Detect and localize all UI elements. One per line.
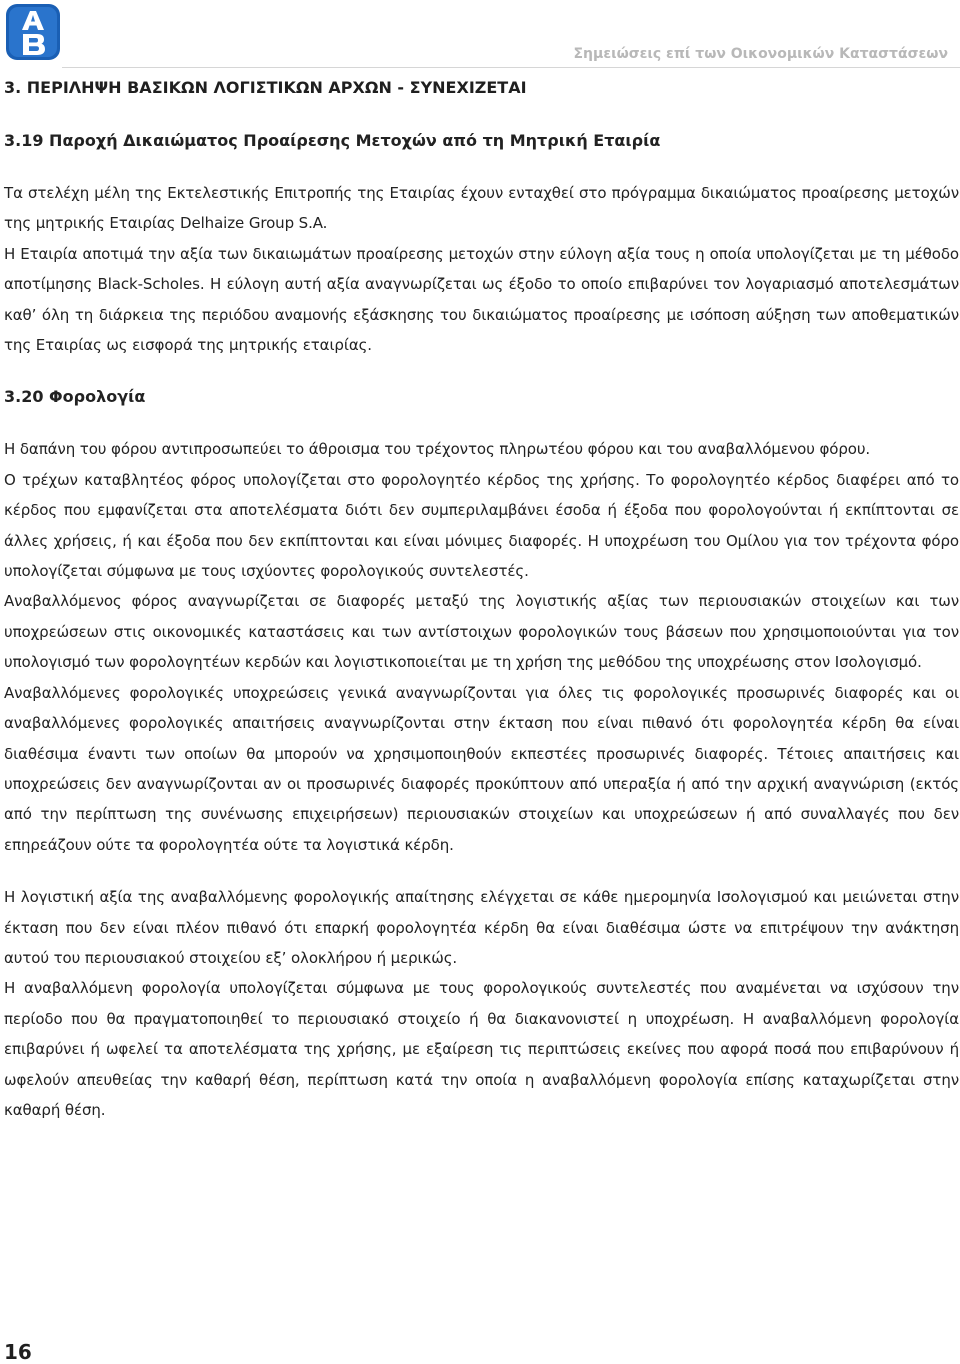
document-body bbox=[4, 126, 959, 1125]
paragraph: Η Εταιρία αποτιμά την αξία των δικαιωμάτων προαίρεσης μετοχών στην εύλογη αξία τους η οποία υπολογίζεται με τη μέθοδο αποτίμησης Black-Scholes. Η εύλογη αυτή αξία αναγνωρίζεται ως έξοδο το οποίο επιβαρύνει τον λογαριασμό αποτελεσμάτων καθ’ όλη τη διάρκεια της περιόδου αναμονής εξάσκησης του δικαιώματος προαίρεσης με ισόποση αύξηση των αποθεματικών της Εταιρίας ως εισφορά της μητρικής εταιρίας. bbox=[4, 244, 959, 355]
section-title-3-20: 3.20 Φορολογία bbox=[4, 387, 146, 407]
company-logo bbox=[6, 4, 60, 60]
paragraph: Αναβαλλόμενος φόρος αναγνωρίζεται σε διαφορές μεταξύ της λογιστικής αξίας των περιουσιακών στοιχείων και των υποχρεώσεων στις οικονομικές καταστάσεις και των αντίστοιχων φορολογικών τους βάσεων που χρησιμοποιούνται για τον υπολογισμό των φορολογητέων κερδών και λογιστικοποιείται με τη χρήση της μεθόδου της υποχρέωσης στον Ισολογισμό. bbox=[4, 592, 959, 672]
paragraph: Η λογιστική αξία της αναβαλλόμενης φορολογικής απαίτησης ελέγχεται σε κάθε ημερομηνία Ισολογισμού και μειώνεται στην έκταση που δεν είναι πλέον πιθανό ότι επαρκή φορολογητέα κέρδη θα είναι διαθέσιμα ώστε να επιτρέψουν την ανάκτηση αυτού του περιουσιακού στοιχείου εξ’ ολοκλήρου ή μερικώς. bbox=[4, 888, 959, 967]
paragraph: Ο τρέχων καταβλητέος φόρος υπολογίζεται στο φορολογητέο κέρδος της χρήσης. Το φορολογητέο κέρδος διαφέρει από το κέρδος που εμφανίζεται στα αποτελέσματα διότι δεν συμπεριλαμβάνει έσοδα ή έξοδα που φορολογούνται ή εκπίπτονται σε άλλες χρήσεις, ή και έξοδα που δεν εκπίπτονται και είναι μόνιμες διαφορές. Η υποχρέωση του Ομίλου για τον τρέχοντα φόρο υπολογίζεται σύμφωνα με τους ισχύοντες φορολογικούς συντελεστές. bbox=[4, 470, 959, 581]
page-number: 16 bbox=[4, 1340, 32, 1364]
paragraph: Η αναβαλλόμενη φορολογία υπολογίζεται σύμφωνα με τους φορολογικούς συντελεστές που αναμένεται να ισχύσουν την περίοδο που θα πραγματοποιηθεί το περιουσιακό στοιχείο ή θα διακανονιστεί η υποχρέωση. Η αναβαλλόμενη φορολογία επιβαρύνει ή ωφελεί τα αποτελέσματα της χρήσης, με εξαίρεση τις περιπτώσεις εκείνες που αφορά ποσά που επιβαρύνουν ή ωφελούν απευθείας την καθαρή θέση, περίπτωση κατά την οποία η αναβαλλόμενη φορολογία επίσης καταχωρίζεται στην καθαρή θέση. bbox=[4, 979, 959, 1119]
ab-logo-icon bbox=[6, 4, 60, 60]
paragraph: Τα στελέχη μέλη της Εκτελεστικής Επιτροπής της Εταιρίας έχουν ενταχθεί στο πρόγραμμα δικαιώματος προαίρεσης μετοχών της μητρικής Εταιρίας Delhaize Group S.A. bbox=[4, 184, 959, 233]
paragraph: Αναβαλλόμενες φορολογικές υποχρεώσεις γενικά αναγνωρίζονται για όλες τις φορολογικές προσωρινές διαφορές και οι αναβαλλόμενες φορολογικές απαιτήσεις αναγνωρίζονται στην έκταση που είναι πιθανό ότι φορολογητέα κέρδη θα είναι διαθέσιμα έναντι των οποίων θα μπορούν να χρησιμοποιηθούν εκπεστέες προσωρινές διαφορές. Τέτοιες απαιτήσεις και υποχρεώσεις δεν αναγνωρίζονται αν οι προσωρινές διαφορές προκύπτουν από υπεραξία ή από την αρχική αναγνώριση (εκτός από την περίπτωση της συνένωσης επιχειρήσεων) περιουσιακών στοιχείων και υποχρεώσεων ή από συναλλαγές που δεν επηρεάζουν ούτε τα φορολογητέα ούτε τα λογιστικά κέρδη. bbox=[4, 683, 959, 854]
chapter-heading: 3. ΠΕΡΙΛΗΨΗ ΒΑΣΙΚΩΝ ΛΟΓΙΣΤΙΚΩΝ ΑΡΧΩΝ - ΣΥΝΕΧΙΖΕΤΑΙ bbox=[4, 78, 527, 97]
paragraph: Η δαπάνη του φόρου αντιπροσωπεύει το άθροισμα του τρέχοντος πληρωτέου φόρου και του αναβαλλόμενου φόρου. bbox=[4, 440, 871, 459]
header-divider bbox=[62, 67, 960, 68]
section-title-3-19: 3.19 Παροχή Δικαιώματος Προαίρεσης Μετοχών από τη Μητρική Εταιρία bbox=[4, 131, 661, 150]
running-title: Σημειώσεις επί των Οικονομικών Καταστάσεων bbox=[573, 46, 948, 62]
